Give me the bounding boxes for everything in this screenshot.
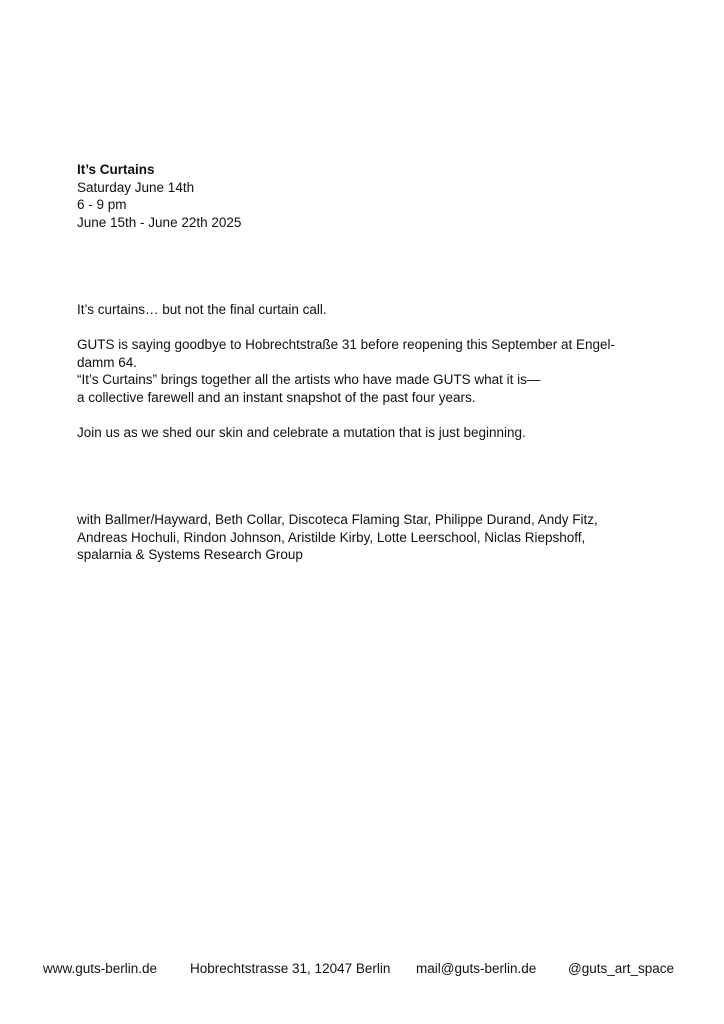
lead-line: It’s curtains… but not the final curtain call. (77, 302, 327, 317)
instagram-handle[interactable]: @guts_art_space (568, 961, 675, 976)
event-time: 6 - 9 pm (77, 197, 127, 212)
description-line: damm 64. (77, 354, 138, 370)
event-title: It’s Curtains (77, 162, 155, 177)
artist-line: Andreas Hochuli, Rindon Johnson, Aristilde Kirby, Lotte Leerschool, Niclas Riepshoff, (77, 529, 586, 545)
artist-list (77, 511, 647, 564)
event-date: Saturday June 14th (77, 179, 195, 195)
description-line: “It’s Curtains” brings together all the artists who have made GUTS what it is— (77, 372, 541, 387)
event-run-dates: June 15th - June 22th 2025 (77, 214, 242, 230)
footer (0, 959, 724, 979)
event-description (77, 301, 637, 441)
closing-line: Join us as we shed our skin and celebrate a mutation that is just beginning. (77, 424, 526, 440)
description-line: a collective farewell and an instant snapshot of the past four years. (77, 389, 476, 405)
artist-line: with Ballmer/Hayward, Beth Collar, Discoteca Flaming Star, Philippe Durand, Andy Fitz, (77, 512, 598, 527)
email-link[interactable]: mail@guts-berlin.de (416, 961, 537, 976)
artist-line: spalarnia & Systems Research Group (77, 547, 303, 562)
address-text: Hobrechtstrasse 31, 12047 Berlin (190, 961, 391, 976)
website-link[interactable]: www.guts-berlin.de (43, 961, 158, 976)
event-header (77, 161, 241, 231)
description-line: GUTS is saying goodbye to Hobrechtstraße 31 before reopening this September at Engel- (77, 337, 616, 352)
